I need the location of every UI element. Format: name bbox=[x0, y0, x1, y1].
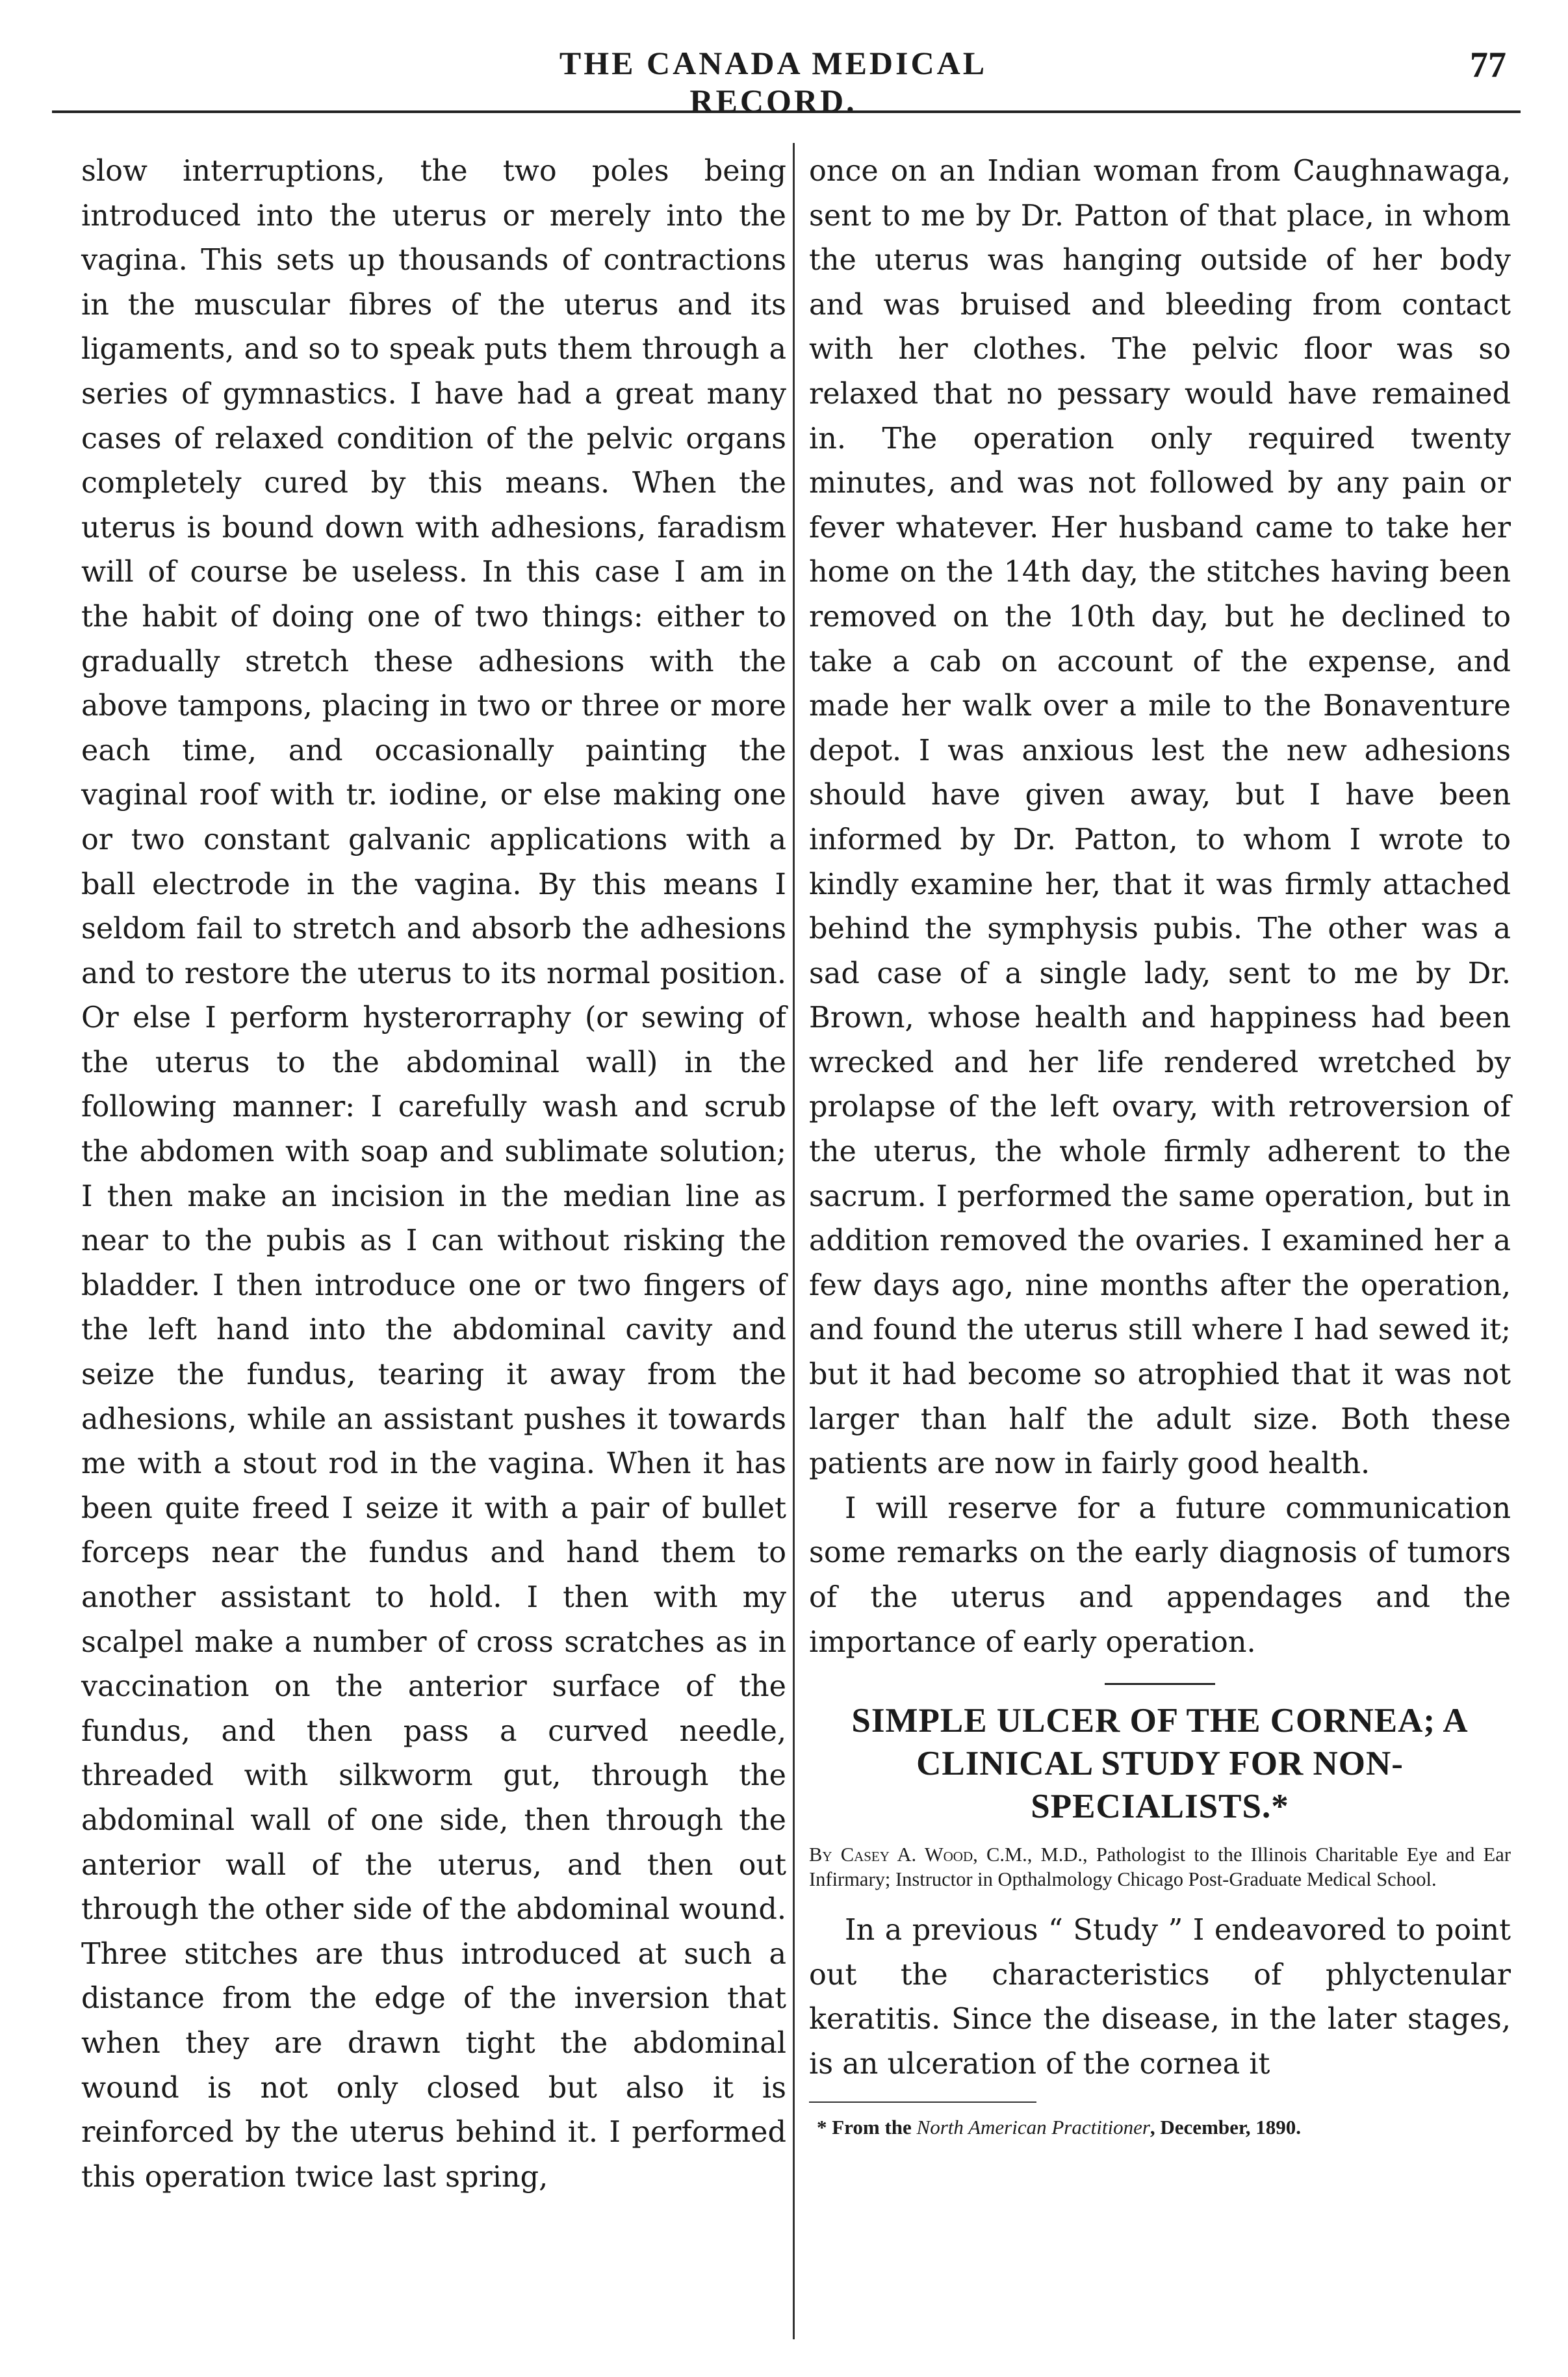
running-title: THE CANADA MEDICAL RECORD. bbox=[559, 45, 988, 119]
left-column bbox=[81, 149, 786, 2200]
byline-affiliation: C.M., M.D., Pathologist to the Illinois Charitable Eye and Ear Infirmary; Instructor in Opthalmology Chicago Post-Graduate Medical School. bbox=[809, 1844, 1511, 1891]
column-divider bbox=[793, 143, 795, 2339]
header-rule bbox=[52, 110, 1521, 113]
article-paragraph: In a previous “ Study ” I endeavored to point out the characteristics of phlyctenular keratitis. Since the disease, in the later stages, is an ulceration of the cornea it bbox=[809, 1914, 1511, 2081]
footnote-journal: North American Practitioner bbox=[916, 2115, 1150, 2139]
page-number: 77 bbox=[1470, 45, 1506, 85]
article-title: SIMPLE ULCER OF THE CORNEA; A CLINICAL STUDY FOR NON-SPECIALISTS.* bbox=[851, 1702, 1469, 1826]
byline-author: By Casey A. Wood, bbox=[809, 1844, 978, 1866]
footnote bbox=[809, 2114, 1511, 2140]
running-head bbox=[0, 39, 1568, 119]
section-rule bbox=[1105, 1683, 1215, 1685]
byline bbox=[809, 1842, 1511, 1892]
footnote-lead: * From the bbox=[817, 2115, 917, 2139]
right-paragraph-2: I will reserve for a future communication some remarks on the early diagnosis of tumors of the uterus and appendages and the importance of early operation. bbox=[809, 1491, 1511, 1659]
footnote-rule bbox=[809, 2101, 1036, 2103]
right-column bbox=[809, 149, 1511, 2140]
right-paragraph-1: once on an Indian woman from Caughnawaga, sent to me by Dr. Patton of that place, in whom the uterus was hanging outside of her body and was bruised and bleeding from contact with her clothes. The pelvic floor was so relaxed that no pessary would have remained in. The operation only required twenty minutes, and was not followed by any pain or fever whatever. Her husband came to take her home on the 14th day, the stitches having been removed on the 10th day, but he declined to take a cab on account of the expense, and made her walk over a mile to the Bonaventure depot. I was anxious lest the new adhesions should have given away, but I have been informed by Dr. Patton, to whom I wrote to kindly examine her, that it was firmly attached behind the symphysis pubis. The other was a sad case of a single lady, sent to me by Dr. Brown, whose health and happiness had been wrecked and her life rendered wretched by prolapse of the left ovary, with retroversion of the uterus, the whole firmly adherent to the sacrum. I performed the same operation, but in addition removed the ovaries. I examined her a few days ago, nine months after the operation, and found the uterus still where I had sewed it; but it had become so atrophied that it was not larger than half the adult size. Both these patients are now in fairly good health. bbox=[809, 155, 1511, 1481]
footnote-tail: , December, 1890. bbox=[1150, 2115, 1302, 2139]
left-paragraph: slow interruptions, the two poles being introduced into the uterus or merely into the vagina. This sets up thousands of contractions in the muscular fibres of the uterus and its ligaments, and so to speak puts them through a series of gymnastics. I have had a great many cases of relaxed condition of the pelvic organs completely cured by this means. When the uterus is bound down with adhesions, faradism will of course be useless. In this case I am in the habit of doing one of two things: either to gradually stretch these adhesions with the above tampons, placing in two or three or more each time, and occasionally painting the vaginal roof with tr. iodine, or else making one or two constant galvanic applications with a ball electrode in the vagina. By this means I seldom fail to stretch and absorb the adhesions and to restore the uterus to its normal position. Or else I perform hysterorraphy (or sewing of the uterus to the abdominal wall) in the following manner: I carefully wash and scrub the abdomen with soap and sublimate solution; I then make an incision in the median line as near to the pubis as I can without risking the bladder. I then introduce one or two fingers of the left hand into the abdominal cavity and seize the fundus, tearing it away from the adhesions, while an assistant pushes it towards me with a stout rod in the vagina. When it has been quite freed I seize it with a pair of bullet forceps near the fundus and hand them to another assistant to hold. I then with my scalpel make a number of cross scratches as in vaccination on the anterior surface of the fundus, and then pass a curved needle, threaded with silkworm gut, through the abdominal wall of one side, then through the anterior wall of the uterus, and then out through the other side of the abdominal wound. Three stitches are thus introduced at such a distance from the edge of the inversion that when they are drawn tight the abdominal wound is not only closed but also it is reinforced by the uterus behind it. I performed this operation twice last spring, bbox=[81, 155, 786, 2194]
